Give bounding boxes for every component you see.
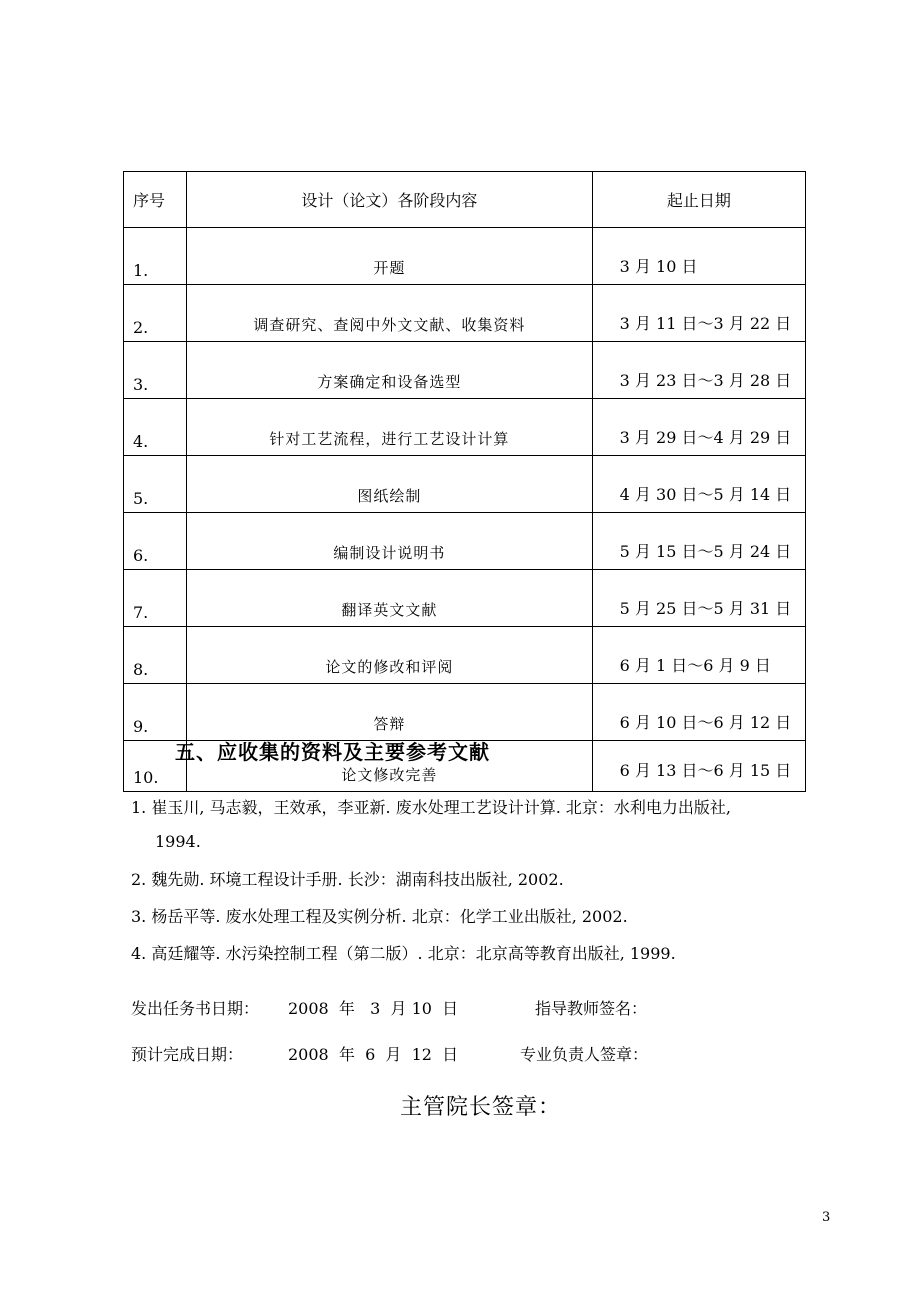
reference-3: 3. 杨岳平等. 废水处理工程及实例分析. 北京：化学工业出版社, 2002. xyxy=(131,907,628,926)
reference-1-line-1: 1. 崔玉川, 马志毅，王效承，李亚新. 废水处理工艺设计计算. 北京：水利电力出版社, xyxy=(131,798,731,817)
row-no: 10. xyxy=(124,741,187,792)
row-content: 针对工艺流程，进行工艺设计计算 xyxy=(187,399,593,456)
row-date: 6 月 1 日～6 月 9 日 xyxy=(592,627,805,684)
row-date: 4 月 30 日～5 月 14 日 xyxy=(592,456,805,513)
row-no: 1. xyxy=(124,228,187,285)
row-date: 3 月 23 日～3 月 28 日 xyxy=(592,342,805,399)
row-no: 9. xyxy=(124,684,187,741)
row-no: 6. xyxy=(124,513,187,570)
row-no: 4. xyxy=(124,399,187,456)
row-date: 6 月 13 日～6 月 15 日 xyxy=(592,741,805,792)
row-content: 调查研究、查阅中外文文献、收集资料 xyxy=(187,285,593,342)
finish-date-value: 2008 年 6 月 12 日 xyxy=(288,1045,459,1064)
row-no: 5. xyxy=(124,456,187,513)
row-content: 论文的修改和评阅 xyxy=(187,627,593,684)
table-row xyxy=(124,228,806,285)
row-date: 6 月 10 日～6 月 12 日 xyxy=(592,684,805,741)
page-number: 3 xyxy=(822,1210,831,1225)
header-date: 起止日期 xyxy=(592,172,805,228)
issue-date-value: 2008 年 3 月 10 日 xyxy=(288,999,459,1018)
table-row xyxy=(124,627,806,684)
table-header-row xyxy=(124,172,806,228)
dean-signature-label: 主管院长签章： xyxy=(400,1095,562,1120)
row-content: 翻译英文文献 xyxy=(187,570,593,627)
issue-date-label: 发出任务书日期： xyxy=(131,999,260,1018)
header-content: 设计（论文）各阶段内容 xyxy=(187,172,593,228)
reference-4: 4. 高廷耀等. 水污染控制工程（第二版）. 北京：北京高等教育出版社, 1999. xyxy=(131,944,676,963)
row-content: 论文修改完善 xyxy=(187,741,593,792)
row-no: 7. xyxy=(124,570,187,627)
finish-date-label: 预计完成日期： xyxy=(131,1045,244,1064)
row-content: 答辩 xyxy=(187,684,593,741)
table-row xyxy=(124,684,806,741)
row-date: 3 月 10 日 xyxy=(592,228,805,285)
table-row xyxy=(124,342,806,399)
row-content: 编制设计说明书 xyxy=(187,513,593,570)
row-content: 方案确定和设备选型 xyxy=(187,342,593,399)
major-head-signature-label: 专业负责人签章： xyxy=(520,1045,649,1064)
section-title: 五、应收集的资料及主要参考文献 xyxy=(175,740,490,764)
schedule-table xyxy=(123,171,806,792)
row-no: 8. xyxy=(124,627,187,684)
table-row xyxy=(124,285,806,342)
row-date: 3 月 29 日～4 月 29 日 xyxy=(592,399,805,456)
row-content: 图纸绘制 xyxy=(187,456,593,513)
table-row xyxy=(124,399,806,456)
advisor-signature-label: 指导教师签名： xyxy=(535,999,648,1018)
row-content: 开题 xyxy=(187,228,593,285)
row-no: 2. xyxy=(124,285,187,342)
row-date: 3 月 11 日～3 月 22 日 xyxy=(592,285,805,342)
header-no: 序号 xyxy=(124,172,187,228)
row-date: 5 月 25 日～5 月 31 日 xyxy=(592,570,805,627)
row-date: 5 月 15 日～5 月 24 日 xyxy=(592,513,805,570)
reference-2: 2. 魏先勋. 环境工程设计手册. 长沙：湖南科技出版社, 2002. xyxy=(131,870,564,889)
table-row xyxy=(124,570,806,627)
table-row xyxy=(124,456,806,513)
row-no: 3. xyxy=(124,342,187,399)
table-row xyxy=(124,513,806,570)
reference-1-line-2: 1994. xyxy=(155,832,201,851)
